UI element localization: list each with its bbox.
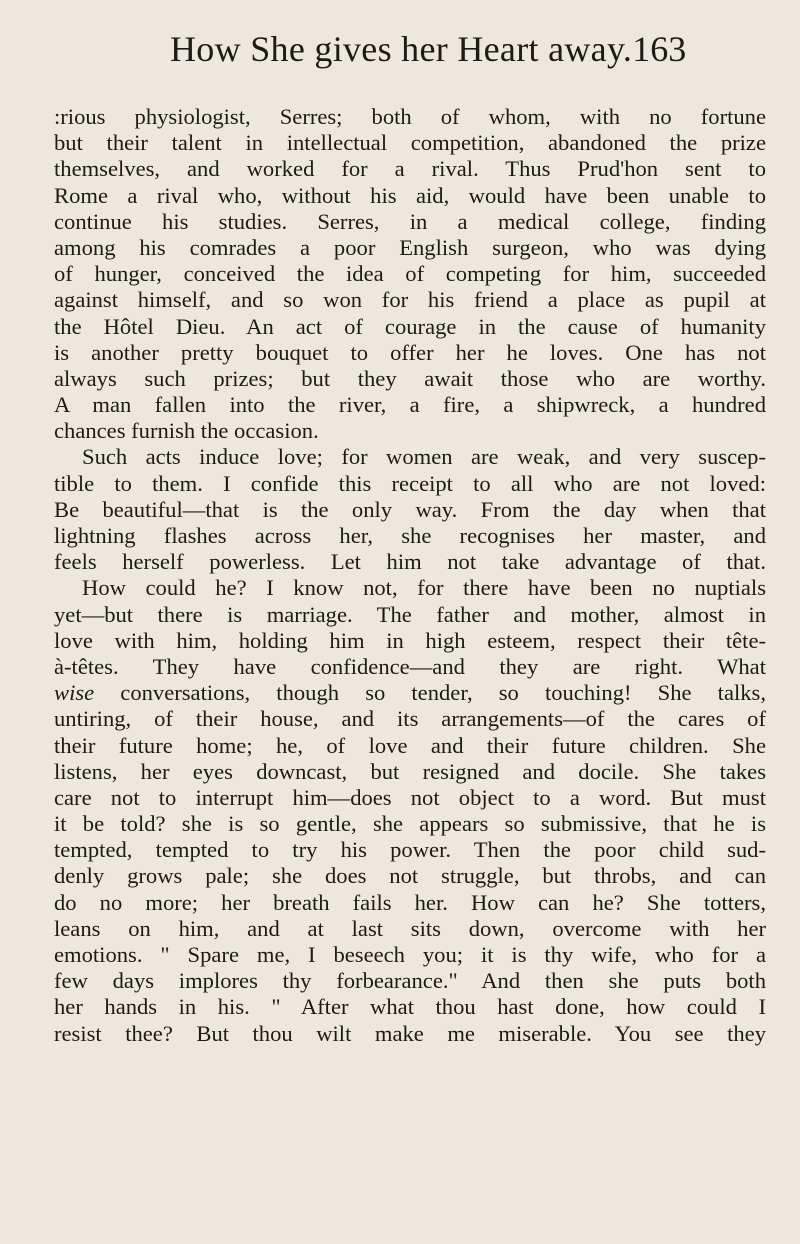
text-line: is another pretty bouquet to offer her he loves. One has not [54,339,766,365]
text-line: yet—but there is marriage. The father and mother, almost in [54,601,766,627]
page-header [170,28,687,70]
text-line: few days implores thy forbearance." And then she puts both [54,968,766,994]
text-line: love with him, holding him in high esteem, respect their tête- [54,627,766,653]
text-line: resist thee? But thou wilt make me miserable. You see they [54,1020,766,1046]
text-line: chances furnish the occasion. [54,418,319,444]
text-line: it be told? she is so gentle, she appears so submissive, that he is [54,811,766,837]
text-line: wise conversations, though so tender, so touching! She talks, [54,680,766,706]
text-line: denly grows pale; she does not struggle, but throbs, and can [54,863,766,889]
text-line: Such acts induce love; for women are weak, and very suscep- [82,444,766,470]
text-line: Be beautiful—that is the only way. From the day when that [54,496,766,522]
text-line: the Hôtel Dieu. An act of courage in the cause of humanity [54,313,766,339]
text-line: emotions. " Spare me, I beseech you; it is thy wife, who for a [54,942,766,967]
text-line: care not to interrupt him—does not object to a word. But must [54,784,766,810]
text-line: always such prizes; but they await those who are worthy. [54,365,766,391]
text-line: of hunger, conceived the idea of competing for him, succeeded [54,261,766,287]
text-line: listens, her eyes downcast, but resigned and docile. She takes [54,758,766,784]
text-line: do no more; her breath fails her. How can he? She totters, [54,889,766,915]
text-line: among his comrades a poor English surgeon, who was dying [54,234,766,260]
text-line: tempted, tempted to try his power. Then the poor child sud- [54,837,766,863]
text-line: tible to them. I confide this receipt to all who are not loved: [54,470,766,496]
text-line: feels herself powerless. Let him not take advantage of that. [54,549,766,575]
text-line: continue his studies. Serres, in a medical college, finding [54,208,766,234]
text-line: her hands in his. " After what thou hast done, how could I [54,994,766,1020]
body-text [54,104,766,1047]
text-line: themselves, and worked for a rival. Thus Prud'hon sent to [54,156,766,182]
text-line: lightning flashes across her, she recognises her master, and [54,523,766,548]
text-line: untiring, of their house, and its arrangements—of the cares of [54,706,766,732]
text-line: A man fallen into the river, a fire, a shipwreck, a hundred [54,392,766,418]
text-line: :rious physiologist, Serres; both of whom, with no fortune [54,104,766,129]
text-line: but their talent in intellectual competition, abandoned the prize [54,130,766,156]
text-line: How could he? I know not, for there have been no nuptials [82,575,766,601]
page-number: 163 [632,29,687,69]
running-title: How She gives her Heart away. [170,29,633,69]
text-line: their future home; he, of love and their future children. She [54,732,766,758]
text-line: Rome a rival who, without his aid, would have been unable to [54,182,766,208]
text-line: against himself, and so won for his friend a place as pupil at [54,287,766,313]
text-line: leans on him, and at last sits down, overcome with her [54,915,766,941]
text-line: à-têtes. They have confidence—and they are right. What [54,653,766,679]
